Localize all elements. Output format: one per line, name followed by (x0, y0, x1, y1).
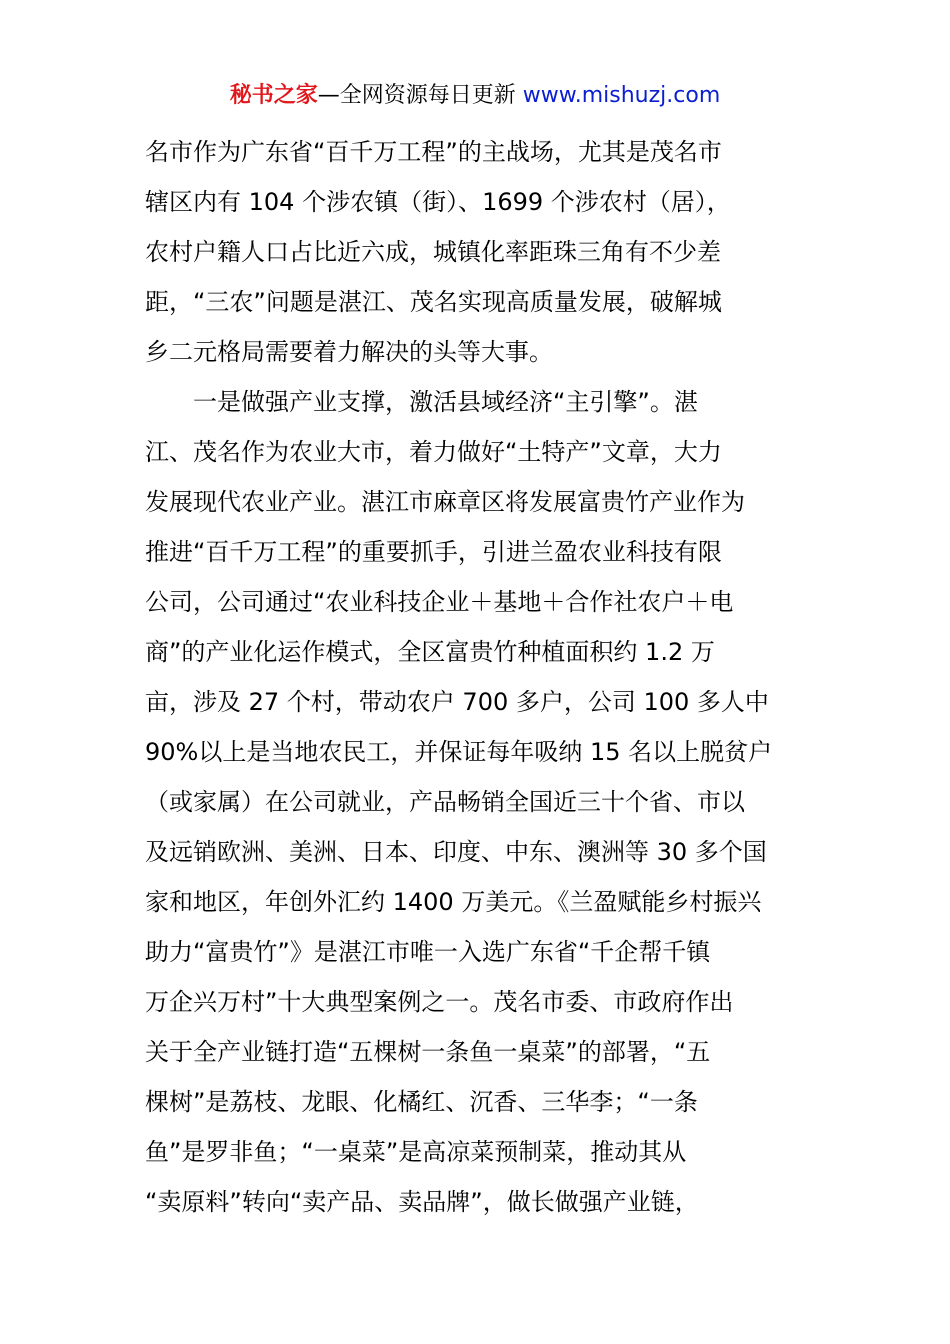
text-line: 乡二元格局需要着力解决的头等大事。 (145, 338, 553, 366)
text-line: 家和地区，年创外汇约 1400 万美元。《兰盈赋能乡村振兴 (145, 888, 762, 916)
text-line: 辖区内有 104 个涉农镇（街）、1699 个涉农村（居）， (145, 188, 731, 216)
text-line: 90%以上是当地农民工，并保证每年吸纳 15 名以上脱贫户 (145, 738, 773, 766)
text-line: 名市作为广东省“百千万工程”的主战场，尤其是茂名市 (145, 138, 722, 166)
text-line: 公司，公司通过“农业科技企业＋基地＋合作社农户＋电 (145, 588, 734, 616)
brand-name: 秘书之家 (229, 83, 318, 108)
text-line: 发展现代农业产业。湛江市麻章区将发展富贵竹产业作为 (145, 488, 745, 516)
site-url-link[interactable]: www.mishuzj.com (522, 83, 721, 108)
text-line: 关于全产业链打造“五棵树一条鱼一桌菜”的部署，“五 (145, 1038, 711, 1066)
text-line: 棵树”是荔枝、龙眼、化橘红、沉香、三华李；“一条 (145, 1088, 698, 1116)
text-line: “卖原料”转向“卖产品、卖品牌”，做长做强产业链， (145, 1188, 699, 1216)
text-line: 农村户籍人口占比近六成，城镇化率距珠三角有不少差 (145, 238, 721, 266)
text-line: 万企兴万村”十大典型案例之一。茂名市委、市政府作出 (145, 988, 734, 1016)
document-body (145, 127, 815, 1227)
text-line: 及远销欧洲、美洲、日本、印度、中东、澳洲等 30 多个国 (145, 838, 767, 866)
text-line: 亩，涉及 27 个村，带动农户 700 多户，公司 100 多人中 (145, 688, 769, 716)
text-line: 一是做强产业支撑，激活县域经济“主引擎”。湛 (145, 388, 698, 416)
text-line: （或家属）在公司就业，产品畅销全国近三十个省、市以 (145, 788, 745, 816)
text-line: 江、茂名作为农业大市，着力做好“土特产”文章，大力 (145, 438, 722, 466)
page-header (0, 80, 950, 112)
header-tagline: —全网资源每日更新 (317, 83, 523, 108)
text-line: 鱼”是罗非鱼；“一桌菜”是高凉菜预制菜，推动其从 (145, 1138, 687, 1166)
text-line: 距，“三农”问题是湛江、茂名实现高质量发展，破解城 (145, 288, 722, 316)
text-line: 商”的产业化运作模式，全区富贵竹种植面积约 1.2 万 (145, 638, 715, 666)
text-line: 助力“富贵竹”》是湛江市唯一入选广东省“千企帮千镇 (145, 938, 711, 966)
text-line: 推进“百千万工程”的重要抓手，引进兰盈农业科技有限 (145, 538, 722, 566)
